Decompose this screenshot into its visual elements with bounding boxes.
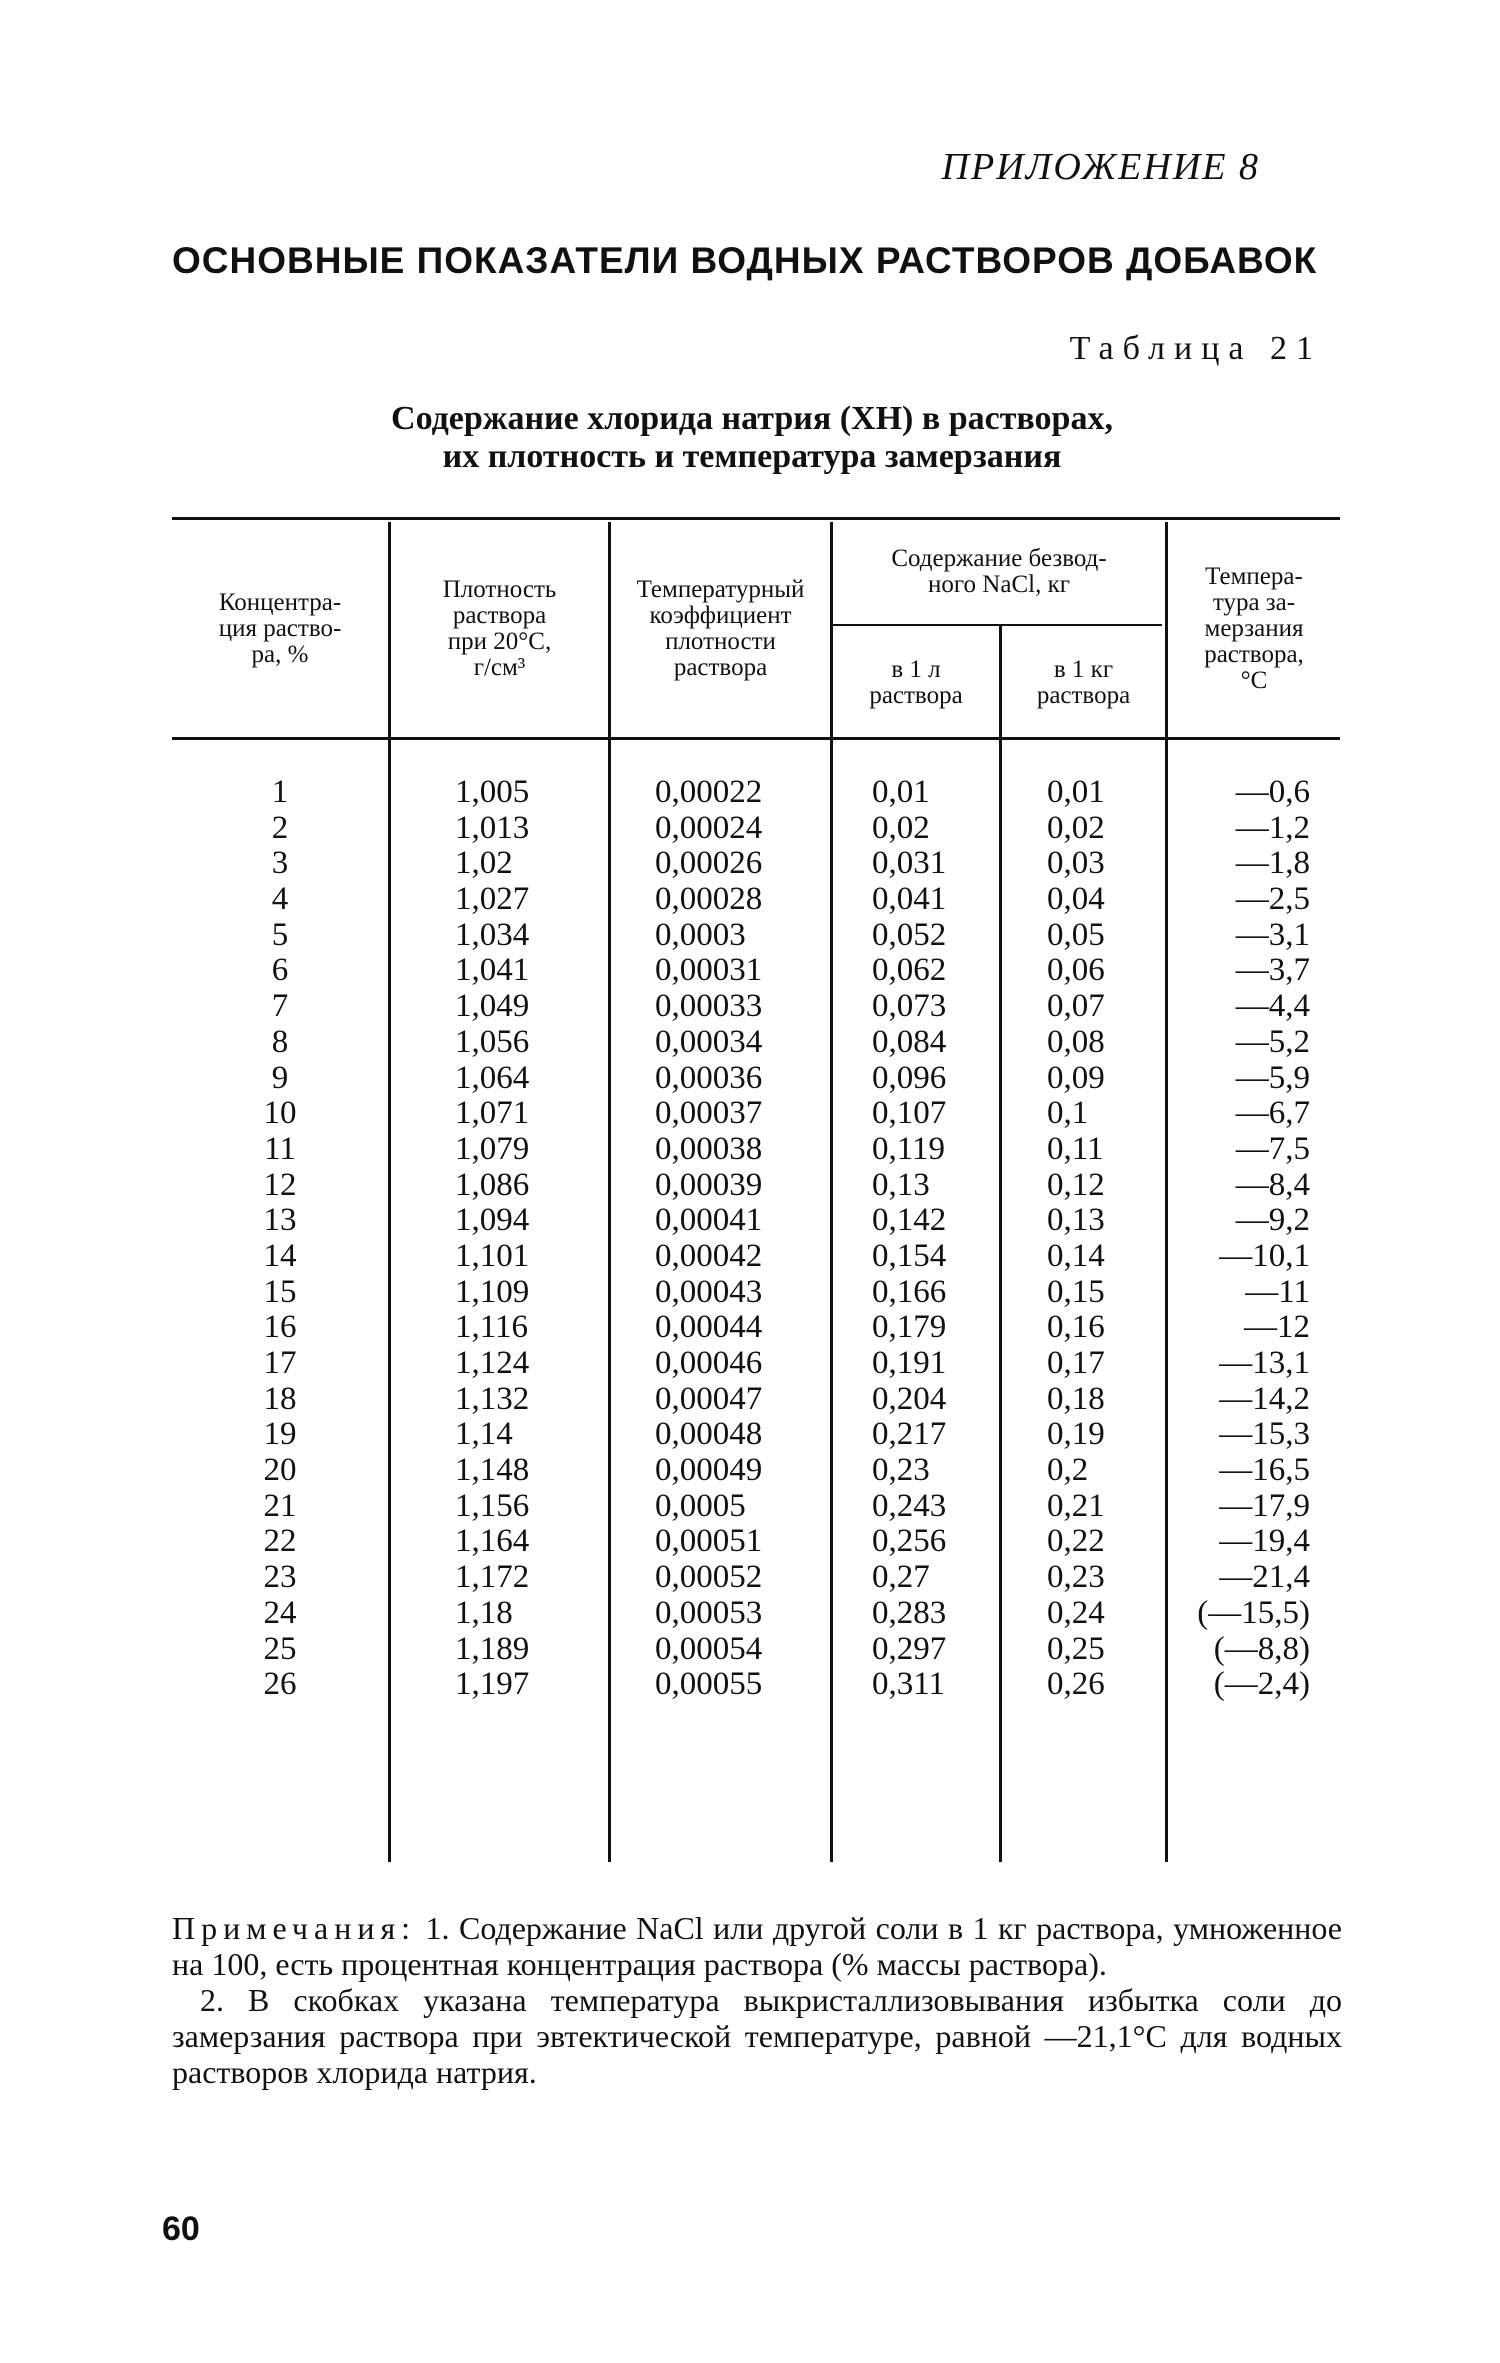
cell-per-liter-16: 0,179 (872, 1309, 947, 1346)
cell-freezing-16: —12 (1244, 1309, 1310, 1346)
cell-per-liter-12: 0,13 (872, 1166, 930, 1203)
cell-concentration-24: 24 (263, 1594, 297, 1631)
cell-concentration-2: 2 (271, 809, 289, 846)
cell-concentration-23: 23 (263, 1559, 297, 1596)
cell-freezing-2: —1,2 (1235, 809, 1310, 846)
cell-coefficient-26: 0,00055 (655, 1666, 763, 1703)
cell-freezing-7: —4,4 (1235, 988, 1310, 1025)
cell-freezing-8: —5,2 (1235, 1023, 1310, 1060)
cell-density-18: 1,132 (455, 1380, 530, 1417)
cell-coefficient-12: 0,00039 (655, 1166, 763, 1203)
cell-freezing-18: —14,2 (1219, 1380, 1310, 1417)
cell-per-liter-9: 0,096 (872, 1059, 947, 1096)
cell-per-liter-7: 0,073 (872, 988, 947, 1025)
cell-concentration-5: 5 (271, 916, 289, 953)
cell-per-liter-4: 0,041 (872, 881, 947, 918)
cell-freezing-6: —3,7 (1235, 952, 1310, 989)
cell-concentration-4: 4 (271, 881, 289, 918)
caption-line-1: Содержание хлорида натрия (ХН) в растворах, (391, 400, 1113, 437)
cell-freezing-5: —3,1 (1235, 916, 1310, 953)
cell-concentration-21: 21 (263, 1487, 297, 1524)
cell-per-liter-13: 0,142 (872, 1202, 947, 1239)
cell-coefficient-6: 0,00031 (655, 952, 763, 989)
cell-concentration-10: 10 (263, 1095, 297, 1132)
cell-per-kg-8: 0,08 (1047, 1023, 1105, 1060)
cell-density-21: 1,156 (455, 1487, 530, 1524)
header-concentration: Концентра- ция раство- ра, % (218, 588, 342, 668)
cell-coefficient-15: 0,00043 (655, 1273, 763, 1310)
cell-density-23: 1,172 (455, 1559, 530, 1596)
cell-per-kg-9: 0,09 (1047, 1059, 1105, 1096)
cell-per-liter-23: 0,27 (872, 1559, 930, 1596)
cell-density-15: 1,109 (455, 1273, 530, 1310)
cell-concentration-15: 15 (263, 1273, 297, 1310)
notes-label: Примечания: (172, 1910, 417, 1946)
cell-density-14: 1,101 (455, 1237, 530, 1274)
cell-density-2: 1,013 (455, 809, 530, 846)
cell-per-liter-14: 0,154 (872, 1237, 947, 1274)
cell-coefficient-8: 0,00034 (655, 1023, 763, 1060)
cell-concentration-19: 19 (263, 1416, 297, 1453)
main-title: ОСНОВНЫЕ ПОКАЗАТЕЛИ ВОДНЫХ РАСТВОРОВ ДОБАВОК (172, 240, 1318, 281)
cell-per-kg-3: 0,03 (1047, 845, 1105, 882)
cell-concentration-3: 3 (271, 845, 289, 882)
column-coefficient (655, 775, 815, 1703)
cell-freezing-13: —9,2 (1235, 1202, 1310, 1239)
page-number: 60 (162, 2210, 200, 2248)
cell-density-24: 1,18 (455, 1594, 513, 1631)
cell-per-kg-22: 0,22 (1047, 1523, 1105, 1560)
cell-per-kg-15: 0,15 (1047, 1273, 1105, 1310)
cell-per-liter-15: 0,166 (872, 1273, 947, 1310)
cell-density-16: 1,116 (455, 1309, 529, 1346)
cell-per-liter-26: 0,311 (872, 1666, 946, 1703)
cell-per-kg-6: 0,06 (1047, 952, 1105, 989)
cell-per-kg-1: 0,01 (1047, 774, 1105, 810)
cell-per-kg-2: 0,02 (1047, 809, 1105, 846)
header-content: Содержание безвод- ного NaCl, кг (891, 545, 1107, 598)
cell-concentration-8: 8 (271, 1023, 289, 1060)
header-per-kg: в 1 кг раствора (1036, 655, 1131, 709)
cell-coefficient-23: 0,00052 (655, 1559, 763, 1596)
cell-freezing-12: —8,4 (1235, 1166, 1310, 1203)
cell-coefficient-1: 0,00022 (655, 774, 763, 810)
cell-per-kg-10: 0,1 (1047, 1095, 1089, 1132)
cell-per-kg-4: 0,04 (1047, 881, 1105, 918)
cell-coefficient-24: 0,00053 (655, 1594, 763, 1631)
cell-per-kg-20: 0,2 (1047, 1452, 1089, 1489)
cell-per-kg-12: 0,12 (1047, 1166, 1105, 1203)
column-concentration (172, 775, 388, 1703)
cell-concentration-13: 13 (263, 1202, 297, 1239)
cell-per-kg-19: 0,19 (1047, 1416, 1105, 1453)
cell-freezing-3: —1,8 (1235, 845, 1310, 882)
cell-per-liter-18: 0,204 (872, 1380, 947, 1417)
cell-freezing-24: (—15,5) (1197, 1594, 1310, 1631)
cell-freezing-26: (—2,4) (1213, 1666, 1310, 1703)
cell-per-liter-1: 0,01 (872, 774, 930, 810)
caption-line-2: их плотность и температура замерзания (442, 438, 1062, 475)
cell-freezing-19: —15,3 (1219, 1416, 1310, 1453)
cell-freezing-25: (—8,8) (1213, 1630, 1310, 1667)
column-per-kg (1047, 775, 1157, 1703)
cell-freezing-20: —16,5 (1219, 1452, 1310, 1489)
cell-per-kg-11: 0,11 (1047, 1130, 1104, 1167)
cell-density-9: 1,064 (455, 1059, 530, 1096)
cell-per-liter-21: 0,243 (872, 1487, 947, 1524)
cell-density-19: 1,14 (455, 1416, 513, 1453)
cell-density-10: 1,071 (455, 1095, 530, 1132)
cell-concentration-25: 25 (263, 1630, 297, 1667)
cell-per-kg-7: 0,07 (1047, 988, 1105, 1025)
cell-per-kg-23: 0,23 (1047, 1559, 1105, 1596)
cell-density-11: 1,079 (455, 1130, 530, 1167)
cell-freezing-15: —11 (1245, 1273, 1310, 1310)
cell-freezing-11: —7,5 (1235, 1130, 1310, 1167)
cell-coefficient-4: 0,00028 (655, 881, 763, 918)
note-1-text: 1. Содержание NaCl или другой соли в 1 кг раствора, умноженное на 100, есть процентная концентрация раствора (% массы раствора). (172, 1910, 1342, 1982)
header-density: Плотность раствора при 20°С, г/см³ (442, 575, 557, 681)
cell-coefficient-21: 0,0005 (655, 1487, 746, 1524)
column-per-liter (872, 775, 992, 1703)
cell-per-liter-10: 0,107 (872, 1095, 947, 1132)
header-per-liter: в 1 л раствора (869, 655, 963, 709)
cell-concentration-22: 22 (263, 1523, 297, 1560)
cell-coefficient-7: 0,00033 (655, 988, 763, 1025)
cell-per-liter-6: 0,062 (872, 952, 947, 989)
cell-concentration-18: 18 (263, 1380, 297, 1417)
cell-per-liter-8: 0,084 (872, 1023, 947, 1060)
note-2: 2. В скобках указана температура выкристаллизовывания избытка соли до замерзания раствора при эвтектической температуре, равной —21,1°С для водных растворов хлорида натрия. (172, 1982, 1342, 2090)
notes (172, 1910, 1342, 2090)
cell-per-liter-2: 0,02 (872, 809, 930, 846)
cell-per-liter-5: 0,052 (872, 916, 947, 953)
cell-per-liter-3: 0,031 (872, 845, 947, 882)
note-1 (172, 1910, 1342, 1982)
cell-freezing-10: —6,7 (1235, 1095, 1310, 1132)
cell-coefficient-18: 0,00047 (655, 1380, 763, 1417)
cell-per-kg-24: 0,24 (1047, 1594, 1105, 1631)
cell-freezing-17: —13,1 (1219, 1345, 1310, 1381)
cell-freezing-23: —21,4 (1219, 1559, 1310, 1596)
cell-density-22: 1,164 (455, 1523, 530, 1560)
cell-coefficient-25: 0,00054 (655, 1630, 763, 1667)
cell-coefficient-22: 0,00051 (655, 1523, 763, 1560)
cell-density-1: 1,005 (455, 774, 530, 810)
column-divider-4 (999, 626, 1002, 1862)
cell-coefficient-5: 0,0003 (655, 916, 746, 953)
cell-coefficient-2: 0,00024 (655, 809, 763, 846)
cell-concentration-26: 26 (263, 1666, 297, 1703)
cell-concentration-14: 14 (263, 1237, 297, 1274)
cell-freezing-22: —19,4 (1219, 1523, 1310, 1560)
cell-freezing-14: —10,1 (1219, 1237, 1310, 1274)
cell-coefficient-19: 0,00048 (655, 1416, 763, 1453)
cell-density-8: 1,056 (455, 1023, 530, 1060)
cell-concentration-17: 17 (263, 1345, 297, 1381)
cell-concentration-1: 1 (271, 774, 289, 810)
cell-per-kg-13: 0,13 (1047, 1202, 1105, 1239)
cell-density-13: 1,094 (455, 1202, 530, 1239)
cell-coefficient-17: 0,00046 (655, 1345, 763, 1381)
cell-density-6: 1,041 (455, 952, 530, 989)
cell-per-kg-17: 0,17 (1047, 1345, 1105, 1381)
cell-density-20: 1,148 (455, 1452, 530, 1489)
cell-freezing-21: —17,9 (1219, 1487, 1310, 1524)
cell-per-liter-24: 0,283 (872, 1594, 947, 1631)
cell-concentration-11: 11 (264, 1130, 296, 1167)
cell-per-kg-18: 0,18 (1047, 1380, 1105, 1417)
cell-coefficient-10: 0,00037 (655, 1095, 763, 1132)
cell-per-kg-26: 0,26 (1047, 1666, 1105, 1703)
cell-per-liter-17: 0,191 (872, 1345, 947, 1381)
cell-coefficient-20: 0,00049 (655, 1452, 763, 1489)
cell-per-kg-14: 0,14 (1047, 1237, 1105, 1274)
appendix-heading: ПРИЛОЖЕНИЕ 8 (941, 146, 1260, 188)
cell-coefficient-14: 0,00042 (655, 1237, 763, 1274)
cell-density-4: 1,027 (455, 881, 530, 918)
column-freezing (1170, 775, 1310, 1703)
cell-per-liter-19: 0,217 (872, 1416, 947, 1453)
header-coefficient: Температурный коэффициент плотности раствора (636, 575, 805, 681)
cell-coefficient-9: 0,00036 (655, 1059, 763, 1096)
cell-concentration-6: 6 (271, 952, 289, 989)
cell-coefficient-13: 0,00041 (655, 1202, 763, 1239)
cell-density-12: 1,086 (455, 1166, 530, 1203)
cell-coefficient-16: 0,00044 (655, 1309, 763, 1346)
cell-coefficient-3: 0,00026 (655, 845, 763, 882)
cell-per-kg-5: 0,05 (1047, 916, 1105, 953)
cell-freezing-9: —5,9 (1235, 1059, 1310, 1096)
header-freezing: Темпера- тура за- мерзания раствора, °С (1204, 562, 1304, 694)
cell-per-liter-11: 0,119 (872, 1130, 946, 1167)
cell-per-kg-25: 0,25 (1047, 1630, 1105, 1667)
cell-per-liter-20: 0,23 (872, 1452, 930, 1489)
cell-concentration-7: 7 (271, 988, 289, 1025)
cell-density-17: 1,124 (455, 1345, 530, 1381)
cell-concentration-20: 20 (263, 1452, 297, 1489)
table-label: Таблица 21 (1069, 330, 1322, 367)
table-caption (172, 400, 1332, 476)
cell-density-25: 1,189 (455, 1630, 530, 1667)
cell-per-liter-22: 0,256 (872, 1523, 947, 1560)
column-density (455, 775, 595, 1703)
cell-concentration-12: 12 (263, 1166, 297, 1203)
cell-freezing-4: —2,5 (1235, 881, 1310, 918)
cell-per-kg-16: 0,16 (1047, 1309, 1105, 1346)
cell-per-liter-25: 0,297 (872, 1630, 947, 1667)
subheader-rule (830, 624, 1162, 626)
cell-density-3: 1,02 (455, 845, 513, 882)
cell-density-5: 1,034 (455, 916, 530, 953)
cell-coefficient-11: 0,00038 (655, 1130, 763, 1167)
cell-density-26: 1,197 (455, 1666, 530, 1703)
cell-concentration-9: 9 (271, 1059, 289, 1096)
cell-per-kg-21: 0,21 (1047, 1487, 1105, 1524)
cell-density-7: 1,049 (455, 988, 530, 1025)
cell-concentration-16: 16 (263, 1309, 297, 1346)
cell-freezing-1: —0,6 (1235, 774, 1310, 810)
